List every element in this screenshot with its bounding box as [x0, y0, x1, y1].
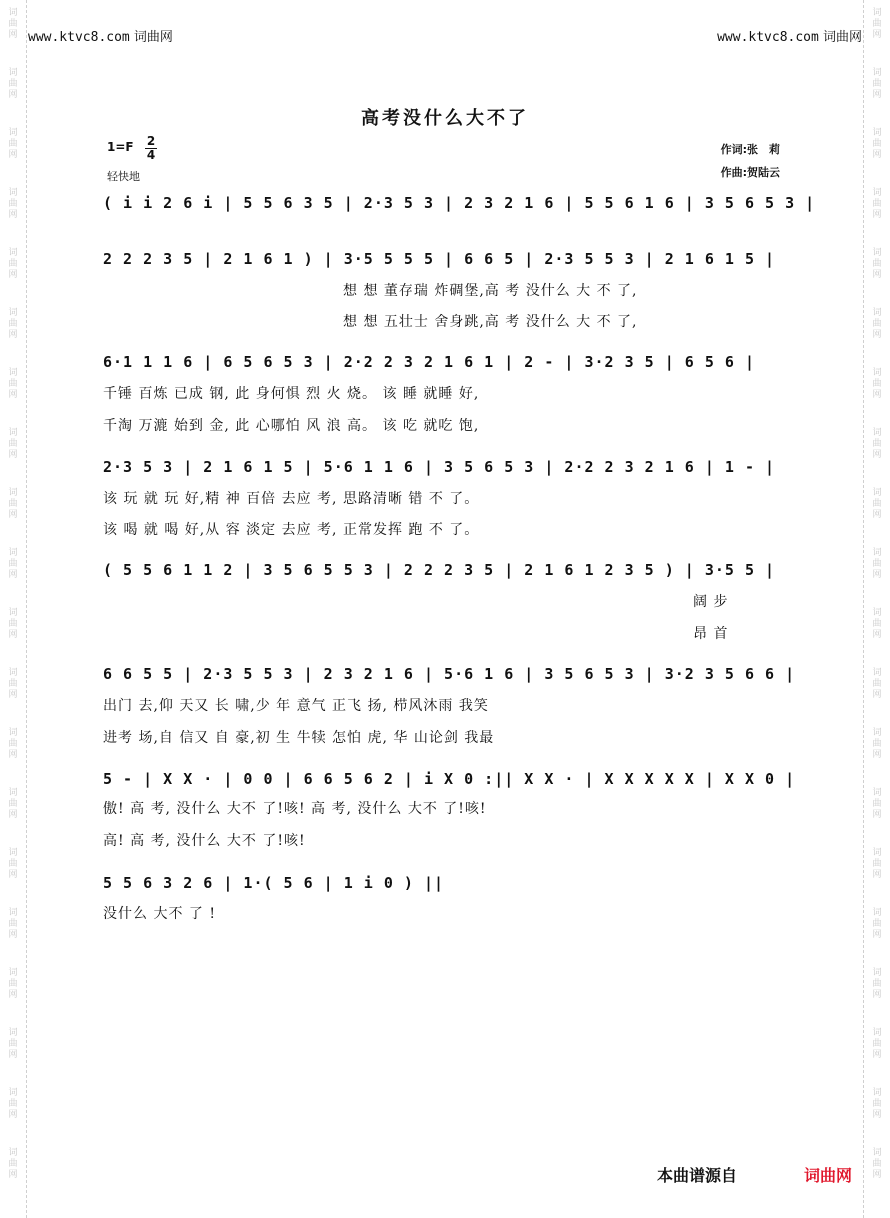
watermark-glyphs: [0, 968, 26, 1001]
watermark-glyphs: [864, 1088, 890, 1121]
watermark-char: 词: [8, 968, 18, 978]
notation-row: ( i i 2 6 i | 5 5 6 3 5 | 2·3 5 3 | 2 3 2 1 6 | 5 5 6 1 6 | 3 5 6 5 3 |: [103, 194, 816, 212]
watermark-char: 词: [8, 608, 18, 618]
watermark-char: 网: [872, 30, 882, 40]
watermark-char: 词: [872, 608, 882, 618]
watermark-char: 词: [872, 308, 882, 318]
watermark-glyphs: [0, 188, 26, 221]
watermark-char: 曲: [8, 799, 18, 809]
watermark-char: 网: [872, 1050, 882, 1060]
watermark-char: 网: [8, 630, 18, 640]
lyric-line: 昂 首: [693, 626, 729, 642]
watermark-char: 网: [872, 870, 882, 880]
watermark-char: 网: [872, 990, 882, 1000]
watermark-char: 网: [872, 1110, 882, 1120]
watermark-char: 词: [8, 668, 18, 678]
watermark-char: 曲: [872, 499, 882, 509]
watermark-glyphs: [0, 428, 26, 461]
footer-source-label: 本曲谱源自: [657, 1166, 738, 1185]
watermark-char: 曲: [8, 79, 18, 89]
watermark-glyphs: [864, 728, 890, 761]
watermark-char: 曲: [872, 379, 882, 389]
time-signature: [145, 135, 157, 162]
watermark-char: 词: [8, 908, 18, 918]
watermark-char: 网: [8, 210, 18, 220]
watermark-glyphs: [0, 488, 26, 521]
watermark-char: 曲: [872, 139, 882, 149]
watermark-char: 词: [872, 668, 882, 678]
watermark-char: 网: [8, 870, 18, 880]
header-right-site-name[interactable]: 词曲网: [822, 30, 862, 45]
watermark-char: 网: [872, 450, 882, 460]
watermark-glyphs: [864, 908, 890, 941]
watermark-char: 曲: [872, 679, 882, 689]
watermark-glyphs: [0, 608, 26, 641]
watermark-char: 曲: [8, 499, 18, 509]
watermark-char: 词: [872, 548, 882, 558]
watermark-char: 曲: [8, 1159, 18, 1169]
watermark-char: 网: [8, 930, 18, 940]
watermark-char: 网: [8, 1170, 18, 1180]
watermark-char: 曲: [872, 1159, 882, 1169]
watermark-char: 词: [872, 488, 882, 498]
header-left-site-name[interactable]: 词曲网: [133, 30, 173, 45]
watermark-glyphs: [864, 668, 890, 701]
watermark-char: 网: [872, 330, 882, 340]
watermark-char: 曲: [872, 979, 882, 989]
watermark-char: 网: [8, 1050, 18, 1060]
watermark-char: 网: [8, 270, 18, 280]
watermark-glyphs: [0, 848, 26, 881]
watermark-char: 网: [8, 690, 18, 700]
watermark-char: 词: [872, 368, 882, 378]
watermark-char: 词: [8, 488, 18, 498]
watermark-char: 词: [872, 908, 882, 918]
watermark-glyphs: [864, 188, 890, 221]
key-signature: 1=F: [107, 140, 134, 154]
watermark-char: 曲: [872, 439, 882, 449]
watermark-char: 网: [872, 270, 882, 280]
watermark-char: 词: [8, 1148, 18, 1158]
watermark-glyphs: [0, 788, 26, 821]
watermark-char: 词: [872, 1148, 882, 1158]
watermark-glyphs: [864, 128, 890, 161]
watermark-char: 词: [872, 848, 882, 858]
watermark-char: 网: [872, 150, 882, 160]
watermark-glyphs: [0, 8, 26, 41]
watermark-char: 网: [872, 930, 882, 940]
watermark-char: 曲: [872, 739, 882, 749]
watermark-char: 词: [8, 548, 18, 558]
watermark-char: 曲: [8, 139, 18, 149]
watermark-char: 网: [8, 510, 18, 520]
watermark-char: 网: [872, 750, 882, 760]
watermark-glyphs: [864, 8, 890, 41]
watermark-char: 网: [8, 990, 18, 1000]
watermark-glyphs: [0, 1088, 26, 1121]
watermark-char: 曲: [872, 859, 882, 869]
watermark-glyphs: [864, 788, 890, 821]
lyric-line: 该 玩 就 玩 好,精 神 百倍 去应 考, 思路清晰 错 不 了。: [103, 491, 480, 507]
lyric-line: 该 喝 就 喝 好,从 容 淡定 去应 考, 正常发挥 跑 不 了。: [103, 522, 480, 538]
header-right-url[interactable]: www.ktvc8.com: [717, 30, 819, 45]
watermark-glyphs: [864, 548, 890, 581]
watermark-char: 词: [872, 8, 882, 18]
watermark-char: 曲: [872, 319, 882, 329]
watermark-glyphs: [864, 968, 890, 1001]
watermark-char: 曲: [872, 799, 882, 809]
watermark-char: 词: [872, 1028, 882, 1038]
watermark-char: 曲: [872, 1099, 882, 1109]
watermark-char: 曲: [8, 559, 18, 569]
watermark-char: 曲: [8, 859, 18, 869]
watermark-char: 曲: [872, 559, 882, 569]
watermark-char: 词: [872, 968, 882, 978]
lyric-line: 千淘 万漉 始到 金, 此 心哪怕 风 浪 高。 该 吃 就吃 饱,: [103, 418, 480, 434]
watermark-glyphs: [0, 308, 26, 341]
lyric-line: 想 想 董存瑞 炸碉堡,高 考 没什么 大 不 了,: [343, 283, 638, 299]
watermark-char: 曲: [8, 679, 18, 689]
watermark-char: 网: [8, 750, 18, 760]
watermark-char: 网: [8, 450, 18, 460]
watermark-char: 网: [8, 810, 18, 820]
watermark-char: 曲: [8, 319, 18, 329]
watermark-glyphs: [0, 1028, 26, 1061]
watermark-glyphs: [864, 608, 890, 641]
watermark-char: 词: [872, 788, 882, 798]
tempo-marking: 轻快地: [107, 170, 140, 183]
notation-row: 5 5 6 3 2 6 | 1·( 5 6 | 1 i 0 ) ||: [103, 874, 445, 892]
watermark-char: 词: [8, 1028, 18, 1038]
watermark-char: 词: [872, 1088, 882, 1098]
notation-row: 5 - | X X · | 0 0 | 6 6 5 6 2 | i X 0 :|| X X · | X X X X X | X X 0 |: [103, 770, 796, 788]
watermark-char: 曲: [8, 619, 18, 629]
watermark-glyphs: [0, 248, 26, 281]
watermark-char: 曲: [872, 259, 882, 269]
watermark-char: 词: [8, 428, 18, 438]
watermark-char: 词: [8, 8, 18, 18]
watermark-char: 网: [872, 510, 882, 520]
watermark-char: 网: [872, 90, 882, 100]
watermark-glyphs: [864, 848, 890, 881]
watermark-char: 词: [8, 1088, 18, 1098]
watermark-glyphs: [0, 368, 26, 401]
header-right: [717, 26, 862, 45]
watermark-char: 词: [8, 848, 18, 858]
watermark-glyphs: [0, 728, 26, 761]
watermark-char: 词: [8, 368, 18, 378]
watermark-char: 词: [872, 128, 882, 138]
watermark-glyphs: [0, 128, 26, 161]
watermark-char: 网: [8, 570, 18, 580]
time-signature-bottom: 4: [146, 148, 156, 162]
header-left: [28, 26, 173, 45]
watermark-char: 网: [8, 390, 18, 400]
composer-credit: 作曲:贺陆云: [720, 166, 780, 179]
right-watermark-strip: [863, 0, 890, 1218]
watermark-char: 词: [872, 188, 882, 198]
header-left-url[interactable]: www.ktvc8.com: [28, 30, 130, 45]
watermark-char: 曲: [872, 199, 882, 209]
notation-row: 2·3 5 3 | 2 1 6 1 5 | 5·6 1 1 6 | 3 5 6 5 3 | 2·2 2 3 2 1 6 | 1 - |: [103, 458, 776, 476]
watermark-char: 曲: [8, 379, 18, 389]
watermark-glyphs: [864, 248, 890, 281]
watermark-char: 词: [8, 128, 18, 138]
watermark-char: 曲: [872, 1039, 882, 1049]
watermark-char: 曲: [8, 979, 18, 989]
notation-row: 6·1 1 1 6 | 6 5 6 5 3 | 2·2 2 3 2 1 6 1 | 2 - | 3·2 3 5 | 6 5 6 |: [103, 353, 755, 371]
notation-row: 6 6 5 5 | 2·3 5 5 3 | 2 3 2 1 6 | 5·6 1 6 | 3 5 6 5 3 | 3·2 3 5 6 6 |: [103, 665, 796, 683]
watermark-char: 网: [8, 330, 18, 340]
watermark-char: 网: [872, 630, 882, 640]
watermark-char: 网: [872, 690, 882, 700]
watermark-char: 网: [872, 810, 882, 820]
watermark-char: 曲: [872, 79, 882, 89]
watermark-char: 词: [8, 788, 18, 798]
watermark-char: 曲: [8, 259, 18, 269]
watermark-char: 词: [8, 248, 18, 258]
watermark-glyphs: [864, 428, 890, 461]
watermark-glyphs: [864, 308, 890, 341]
watermark-char: 网: [8, 150, 18, 160]
watermark-glyphs: [0, 668, 26, 701]
watermark-glyphs: [864, 1148, 890, 1181]
watermark-glyphs: [0, 548, 26, 581]
watermark-char: 曲: [872, 19, 882, 29]
watermark-char: 词: [872, 428, 882, 438]
time-signature-top: 2: [146, 134, 156, 148]
watermark-char: 曲: [8, 439, 18, 449]
lyric-line: 没什么 大不 了 !: [103, 906, 216, 922]
watermark-char: 曲: [8, 1099, 18, 1109]
notation-row: 2 2 2 3 5 | 2 1 6 1 ) | 3·5 5 5 5 | 6 6 5 | 2·3 5 5 3 | 2 1 6 1 5 |: [103, 250, 776, 268]
watermark-glyphs: [0, 68, 26, 101]
lyric-line: 进考 场,自 信又 自 豪,初 生 牛犊 怎怕 虎, 华 山论剑 我最: [103, 730, 495, 746]
lyric-line: 高! 高 考, 没什么 大不 了!咳!: [103, 833, 306, 849]
lyric-line: 出门 去,仰 天又 长 啸,少 年 意气 正飞 扬, 栉风沐雨 我笑: [103, 698, 489, 714]
watermark-char: 曲: [8, 739, 18, 749]
watermark-char: 词: [8, 188, 18, 198]
lyric-line: 傲! 高 考, 没什么 大不 了!咳! 高 考, 没什么 大不 了!咳!: [103, 801, 487, 817]
watermark-char: 曲: [872, 919, 882, 929]
watermark-char: 词: [872, 68, 882, 78]
watermark-char: 词: [8, 308, 18, 318]
watermark-char: 曲: [8, 919, 18, 929]
watermark-char: 曲: [872, 619, 882, 629]
lyric-line: 想 想 五壮士 舍身跳,高 考 没什么 大 不 了,: [343, 314, 638, 330]
notation-row: ( 5 5 6 1 1 2 | 3 5 6 5 5 3 | 2 2 2 3 5 | 2 1 6 1 2 3 5 ) | 3·5 5 |: [103, 561, 776, 579]
watermark-char: 网: [872, 390, 882, 400]
watermark-char: 曲: [8, 19, 18, 29]
watermark-char: 网: [8, 90, 18, 100]
lyric-line: 阔 步: [693, 594, 729, 610]
watermark-char: 词: [872, 728, 882, 738]
watermark-char: 网: [8, 1110, 18, 1120]
watermark-char: 曲: [8, 1039, 18, 1049]
watermark-glyphs: [0, 1148, 26, 1181]
watermark-char: 词: [8, 728, 18, 738]
song-title: 高考没什么大不了: [361, 108, 529, 129]
watermark-glyphs: [0, 908, 26, 941]
left-watermark-strip: [0, 0, 27, 1218]
watermark-char: 词: [872, 248, 882, 258]
lyricist-credit: 作词:张 莉: [720, 143, 780, 156]
watermark-char: 曲: [8, 199, 18, 209]
watermark-char: 网: [8, 30, 18, 40]
footer-site-link[interactable]: 词曲网: [804, 1166, 853, 1185]
lyric-line: 千锤 百炼 已成 钢, 此 身何惧 烈 火 烧。 该 睡 就睡 好,: [103, 386, 480, 402]
watermark-char: 网: [872, 570, 882, 580]
watermark-char: 网: [872, 210, 882, 220]
watermark-glyphs: [864, 1028, 890, 1061]
watermark-glyphs: [864, 488, 890, 521]
watermark-char: 词: [8, 68, 18, 78]
watermark-char: 网: [872, 1170, 882, 1180]
watermark-glyphs: [864, 68, 890, 101]
watermark-glyphs: [864, 368, 890, 401]
